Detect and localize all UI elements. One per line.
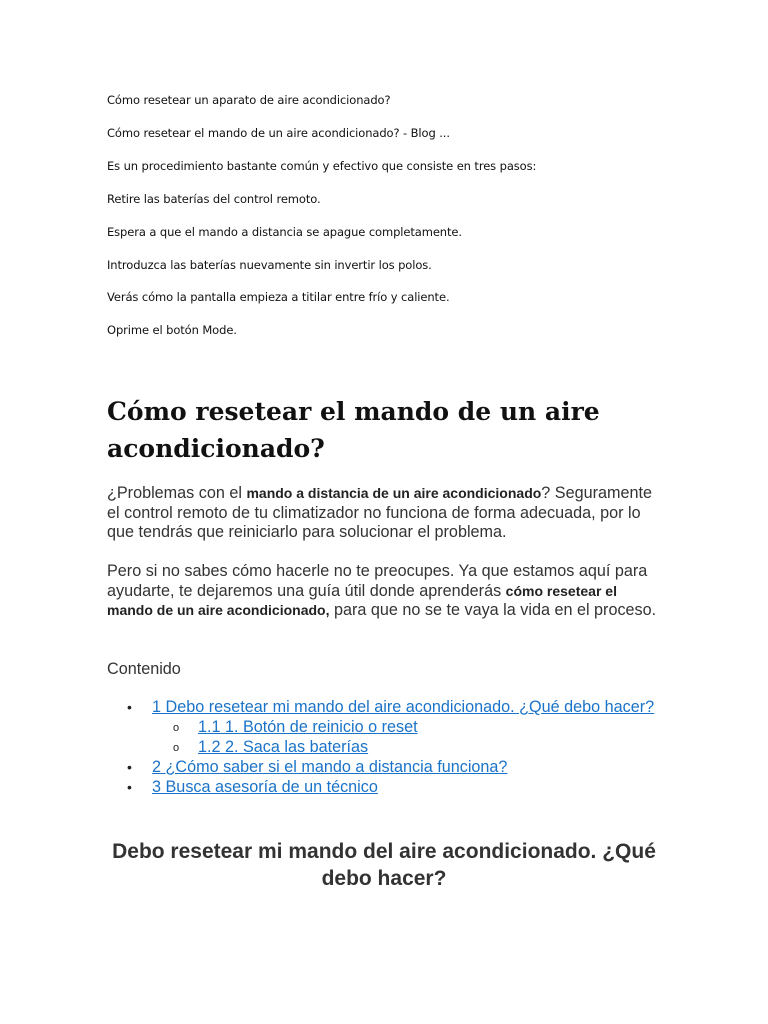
- intro-bold: mando a distancia de un aire acondicionado: [246, 485, 542, 501]
- table-of-contents: [107, 697, 667, 797]
- toc-item: [107, 757, 667, 777]
- second-paragraph: [107, 562, 662, 621]
- bullet-icon: •: [127, 779, 132, 795]
- para2-text-end: para que no se te vaya la vida en el proceso.: [329, 601, 657, 620]
- toc-link[interactable]: 1.2 2. Saca las baterías: [198, 738, 369, 756]
- contents-label: Contenido: [107, 660, 181, 678]
- bullet-icon: •: [127, 759, 132, 775]
- note-line: Cómo resetear un aparato de aire acondicionado?: [107, 93, 391, 107]
- note-line: Espera a que el mando a distancia se apague completamente.: [107, 225, 462, 239]
- intro-paragraph: [107, 484, 662, 543]
- note-line: Introduzca las baterías nuevamente sin invertir los polos.: [107, 258, 432, 272]
- intro-text-end: ? Seguramente el control remoto de tu climatizador no funciona de forma adecuada, por lo que tendrás que reiniciarlo para solucionar el problema.: [107, 484, 652, 542]
- circle-bullet-icon: o: [173, 742, 180, 754]
- para2-bold: cómo resetear el mando de un aire acondicionado,: [107, 582, 617, 619]
- toc-item: [107, 777, 667, 797]
- note-line: Cómo resetear el mando de un aire acondicionado? - Blog ...: [107, 126, 450, 140]
- toc-item: [107, 697, 667, 717]
- section-heading: Debo resetear mi mando del aire acondicionado. ¿Qué debo hacer?: [112, 840, 656, 890]
- note-line: Es un procedimiento bastante común y efectivo que consiste en tres pasos:: [107, 159, 537, 173]
- toc-link[interactable]: 2 ¿Cómo saber si el mando a distancia funciona?: [152, 758, 508, 776]
- note-line: Oprime el botón Mode.: [107, 323, 237, 337]
- note-line: Retire las baterías del control remoto.: [107, 192, 321, 206]
- bullet-icon: •: [127, 699, 132, 715]
- circle-bullet-icon: o: [173, 722, 180, 734]
- toc-item: [107, 737, 667, 757]
- toc-link[interactable]: 1 Debo resetear mi mando del aire acondicionado. ¿Qué debo hacer?: [152, 698, 655, 716]
- toc-link[interactable]: 3 Busca asesoría de un técnico: [152, 778, 378, 796]
- toc-item: [107, 717, 667, 737]
- note-line: Verás cómo la pantalla empieza a titilar entre frío y caliente.: [107, 290, 450, 304]
- toc-link[interactable]: 1.1 1. Botón de reinicio o reset: [198, 718, 418, 736]
- intro-text: ¿Problemas con el: [107, 484, 247, 502]
- toc-list: [107, 697, 667, 797]
- article-title: Cómo resetear el mando de un aire acondicionado?: [107, 397, 600, 463]
- para2-text: Pero si no sabes cómo hacerle no te preocupes. Ya que estamos aquí para ayudarte, te dejaremos una guía útil donde aprenderás: [107, 562, 648, 600]
